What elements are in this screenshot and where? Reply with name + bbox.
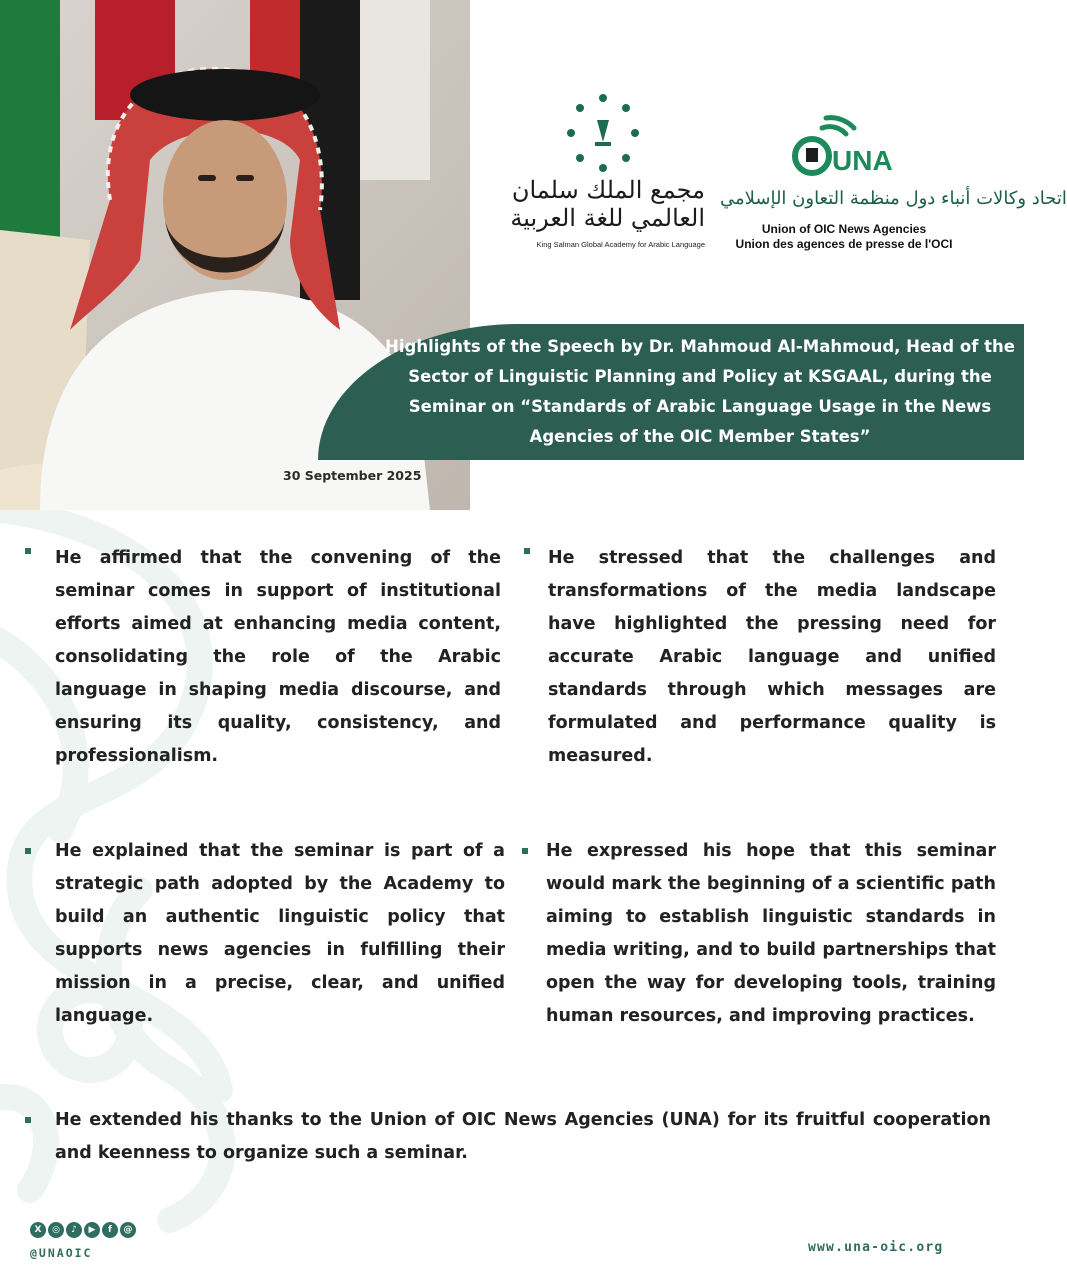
publish-date: 30 September 2025 <box>283 468 422 483</box>
social-icons <box>30 1222 136 1238</box>
una-english-name: Union of OIC News Agencies <box>761 222 927 236</box>
highlight-item <box>546 835 996 1033</box>
page-title: Highlights of the Speech by Dr. Mahmoud Al-Mahmoud, Head of the Sector of Linguistic Planning and Policy at KSGAAL, during the Seminar on “Standards of Arabic Language Usage in the News Agencies of the OIC Member States” <box>385 337 1015 446</box>
ksgaal-english-name: King Salman Global Academy for Arabic Language <box>536 240 705 249</box>
bullet-square-icon <box>522 848 528 854</box>
highlight-text: He affirmed that the convening of the seminar comes in support of institutional efforts aimed at enhancing media content, consolidating the role of the Arabic language in shaping media discourse, and ensuring its quality, consistency, and professionalism. <box>55 548 501 766</box>
highlight-text: He expressed his hope that this seminar would mark the beginning of a scientific path aiming to establish linguistic standards in media writing, and to build partnerships that open the way for developing tools, training human resources, and improving practices. <box>546 841 996 1026</box>
facebook-icon[interactable]: f <box>102 1222 118 1238</box>
social-handle[interactable]: @UNAOIC <box>30 1246 93 1260</box>
highlight-item <box>548 542 996 773</box>
bullet-square-icon <box>25 848 31 854</box>
ksgaal-arabic-name-line2: العالمي للغة العربية <box>510 204 705 232</box>
threads-icon[interactable]: @ <box>120 1222 136 1238</box>
highlight-item <box>55 1104 991 1170</box>
bullet-square-icon <box>25 1117 31 1123</box>
highlight-text: He explained that the seminar is part of a strategic path adopted by the Academy to build an authentic linguistic policy that supports news agencies in fulfilling their mission in a precise, clear, and unified language. <box>55 841 505 1026</box>
una-emblem-icon <box>792 112 902 178</box>
bullet-square-icon <box>524 548 530 554</box>
highlight-item <box>55 542 501 773</box>
instagram-icon[interactable]: ◎ <box>48 1222 64 1238</box>
una-mark-text: UNA <box>832 145 893 176</box>
highlight-text: He stressed that the challenges and transformations of the media landscape have highlighted the pressing need for accurate Arabic language and unified standards through which messages are formulated and performance quality is measured. <box>548 548 996 766</box>
una-logo <box>720 112 1067 257</box>
youtube-icon[interactable]: ▶ <box>84 1222 100 1238</box>
una-arabic-name: اتحاد وكالات أنباء دول منظمة التعاون الإسلامي <box>720 188 1067 209</box>
ksgaal-emblem-icon <box>565 92 641 174</box>
ksgaal-logo <box>495 92 710 257</box>
una-french-name: Union des agences de presse de l'OCI <box>735 237 953 251</box>
ksgaal-arabic-name-line1: مجمع الملك سلمان <box>511 176 705 204</box>
highlight-item <box>55 835 505 1033</box>
tiktok-icon[interactable]: ♪ <box>66 1222 82 1238</box>
bullet-square-icon <box>25 548 31 554</box>
x-icon[interactable]: X <box>30 1222 46 1238</box>
highlight-text: He extended his thanks to the Union of OIC News Agencies (UNA) for its fruitful cooperation and keenness to organize such a seminar. <box>55 1110 991 1163</box>
website-link[interactable]: www.una-oic.org <box>808 1240 944 1255</box>
